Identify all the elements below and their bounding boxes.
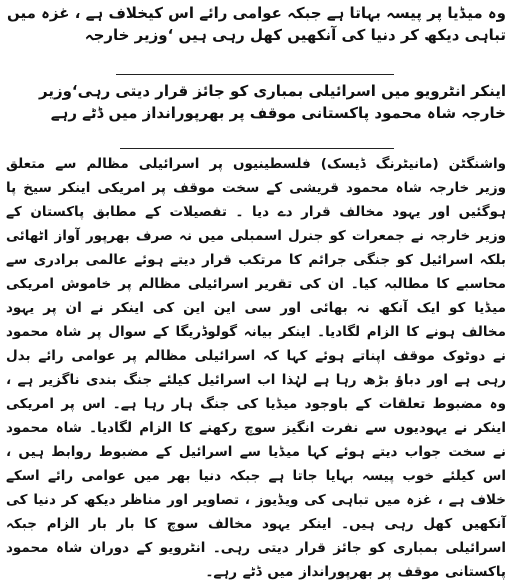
headline-primary: وہ میڈیا پر پیسہ بہاتا ہے جبکہ عوامی رائے اس کیخلاف ہے ، غزہ میں تباہی دیکھ کر دنیا کی آنکھیں کھل رہی ہیں ‘وزیر خارجہ: [7, 4, 506, 44]
headline-divider-2: [120, 148, 394, 149]
article-body: واشنگٹن (مانیٹرنگ ڈیسک) فلسطینیوں پر اسرائیلی مظالم سے متعلق وزیر خارجہ شاہ محمود قریشی کے سخت موقف پر امریکی اینکر سیخ پا ہوگئیں اور یہود مخالف قرار دے دیا ۔ تفصیلات کے مطابق پاکستان کے وزیر خارجہ نے جمعرات کو جنرل اسمبلی میں نہ صرف بھرپور آواز اٹھائی بلکہ اسرائیل کو جنگی جرائم کا مرتکب قرار دیتے ہوئے عالمی برادری سے محاسبے کا مطالبہ کیا۔ ان کی تقریر اسرائیلی مظالم پر خاموش امریکی میڈیا کو ایک آنکھ نہ بھائی اور سی این این کی اینکر نے ان پر یہود مخالف ہونے کا الزام لگادیا۔ اینکر بیانہ گولوڈریگا کے سوال پر شاہ محمود نے دوٹوک موقف اپناتے ہوئے کہا کہ اسرائیلی مظالم پر عوامی رائے بدل رہی ہے اور دباؤ بڑھ رہا ہے لہٰذا اب اسرائیل کیلئے جنگ بندی ناگزیر ہے ، وہ مضبوط تعلقات کے باوجود میڈیا کی جنگ ہار رہا ہے۔ اس پر امریکی اینکر نے یہودیوں سے نفرت انگیز سوچ رکھنے کا الزام لگادیا۔ شاہ محمود نے سخت جواب دیتے ہوئے کہا میڈیا سے اسرائیل کے مضبوط روابط ہیں ، اس کیلئے خوب پیسہ بہایا جاتا ہے جبکہ دنیا بھر میں عوامی رائے اسکے خلاف ہے ، غزہ میں تباہی کی ویڈیوز ، تصاویر اور مناظر دیکھ کر دنیا کی آنکھیں کھل رہی ہیں۔ اینکر یہود مخالف سوچ کا بار بار الزام جبکہ اسرائیلی بمباری کو جائز قرار دیتی رہی۔ انٹرویو کے دوران شاہ محمود پاکستانی موقف پر بھرپورانداز میں ڈٹے رہے۔: [6, 156, 506, 580]
headline-secondary: اینکر انٹرویو میں اسرائیلی بمباری کو جائز قرار دیتی رہی‘وزیر خارجہ شاہ محمود پاکستانی موقف پر بھرپورانداز میں ڈٹے رہے: [38, 82, 506, 122]
headline-divider-1: [116, 74, 394, 75]
